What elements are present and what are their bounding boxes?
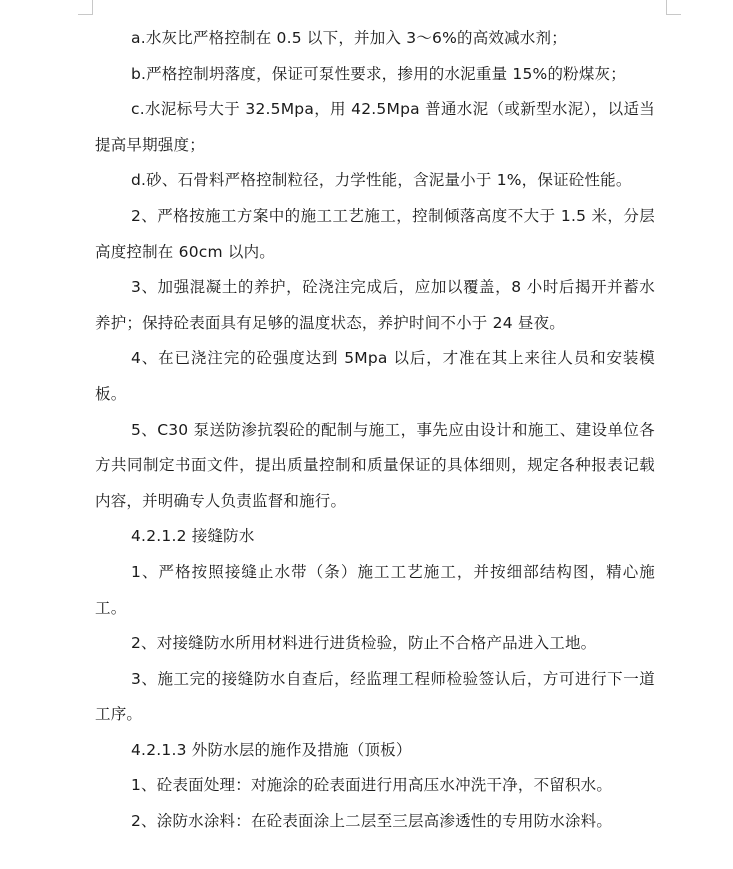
crop-mark-top-left-vertical	[92, 0, 93, 14]
paragraph-item-d: d.砂、石骨料严格控制粒径，力学性能，含泥量小于 1%，保证砼性能。	[131, 171, 632, 190]
paragraph-item-c: c.水泥标号大于 32.5Mpa，用 42.5Mpa 普通水泥（或新型水泥），以适当提高早期强度；	[95, 100, 655, 154]
paragraph-item-a: a.水灰比严格控制在 0.5 以下，并加入 3～6%的高效减水剂；	[131, 29, 567, 47]
paragraph-5: 5、C30 泵送防渗抗裂砼的配制与施工，事先应由设计和施工、建设单位各方共同制定书面文件，提出质量控制和质量保证的具体细则，规定各种报表记载内容，并明确专人负责监督和施行。	[95, 420, 655, 510]
paragraph-item-b: b.严格控制坍落度，保证可泵性要求，掺用的水泥重量 15%的粉煤灰；	[131, 64, 626, 83]
joint-paragraph-2: 2、对接缝防水所用材料进行进货检验，防止不合格产品进入工地。	[131, 634, 597, 653]
joint-paragraph-1: 1、严格按照接缝止水带（条）施工工艺施工，并按细部结构图，精心施工。	[95, 562, 655, 617]
paragraph-2: 2、严格按施工方案中的施工工艺施工，控制倾落高度不大于 1.5 米，分层高度控制在 60cm 以内。	[95, 206, 655, 261]
crop-mark-top-right-vertical	[666, 0, 667, 14]
crop-mark-top-right-horizontal	[666, 14, 681, 15]
section-heading-external-waterproof-layer: 4.2.1.3 外防水层的施作及措施（顶板）	[131, 740, 412, 759]
joint-paragraph-3: 3、施工完的接缝防水自查后，经监理工程师检验签认后，方可进行下一道工序。	[95, 669, 655, 724]
paragraph-4: 4、在已浇注完的砼强度达到 5Mpa 以后，才准在其上来往人员和安装模板。	[95, 349, 655, 403]
section-heading-joint-waterproofing: 4.2.1.2 接缝防水	[131, 527, 255, 546]
external-paragraph-1: 1、砼表面处理：对施涂的砼表面进行用高压水冲洗干净，不留积水。	[131, 776, 613, 795]
crop-mark-top-left-horizontal	[78, 14, 93, 15]
external-paragraph-2: 2、涂防水涂料：在砼表面涂上二层至三层高渗透性的专用防水涂料。	[131, 812, 613, 831]
paragraph-3: 3、加强混凝土的养护，砼浇注完成后，应加以覆盖，8 小时后揭开并蓄水养护；保持砼表面具有足够的温度状态，养护时间不小于 24 昼夜。	[95, 278, 655, 332]
document-body	[95, 21, 655, 840]
